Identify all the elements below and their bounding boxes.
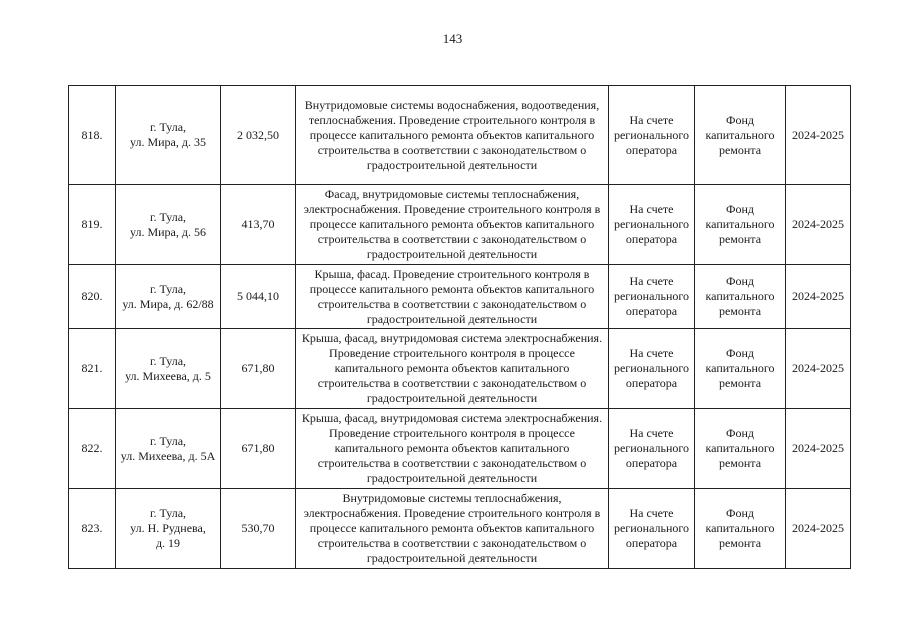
area-cell: 5 044,10	[221, 265, 296, 329]
period-cell: 2024-2025	[786, 329, 851, 409]
fund-cell: Фонд капитального ремонта	[695, 489, 786, 569]
owner-cell: На счете регионального оператора	[609, 265, 695, 329]
address-cell	[116, 185, 221, 265]
table-row	[69, 86, 851, 185]
fund-cell: Фонд капитального ремонта	[695, 265, 786, 329]
address-city: г. Тула,	[149, 281, 187, 296]
fund-cell: Фонд капитального ремонта	[695, 86, 786, 185]
table-row	[69, 409, 851, 489]
page-number: 143	[442, 31, 463, 46]
row-number: 818.	[69, 86, 116, 185]
period-cell: 2024-2025	[786, 409, 851, 489]
area-cell: 530,70	[221, 489, 296, 569]
address-street: ул. Мира, д. 56	[130, 224, 206, 239]
period-cell: 2024-2025	[786, 86, 851, 185]
fund-cell: Фонд капитального ремонта	[695, 409, 786, 489]
owner-cell: На счете регионального оператора	[609, 409, 695, 489]
row-number: 819.	[69, 185, 116, 265]
row-number: 822.	[69, 409, 116, 489]
owner-cell: На счете регионального оператора	[609, 185, 695, 265]
table-row	[69, 489, 851, 569]
address-street: ул. Михеева, д. 5А	[120, 448, 216, 463]
works-cell: Крыша, фасад, внутридомовая система электроснабжения. Проведение строительного контроля в процессе капитального ремонта объектов капитального строительства в соответствии с законодательством о градостроительной деятельности	[296, 329, 609, 409]
owner-cell: На счете регионального оператора	[609, 329, 695, 409]
table-row	[69, 329, 851, 409]
address-city: г. Тула,	[149, 433, 187, 448]
area-cell: 671,80	[221, 409, 296, 489]
address-city: г. Тула,	[149, 506, 187, 520]
address-city: г. Тула,	[149, 353, 187, 368]
works-cell: Внутридомовые системы теплоснабжения, электроснабжения. Проведение строительного контроля в процессе капитального ремонта объектов капитального строительства в соответствии с законодательством о градостроительной деятельности	[296, 489, 609, 569]
fund-cell: Фонд капитального ремонта	[695, 329, 786, 409]
period-cell: 2024-2025	[786, 185, 851, 265]
works-cell: Крыша, фасад, внутридомовая система электроснабжения. Проведение строительного контроля в процессе капитального ремонта объектов капитального строительства в соответствии с законодательством о градостроительной деятельности	[296, 409, 609, 489]
address-street: ул. Мира, д. 35	[130, 135, 206, 149]
row-number: 821.	[69, 329, 116, 409]
address-cell	[116, 86, 221, 185]
owner-cell: На счете регионального оператора	[609, 489, 695, 569]
area-cell: 671,80	[221, 329, 296, 409]
address-cell	[116, 409, 221, 489]
address-cell	[116, 265, 221, 329]
period-cell: 2024-2025	[786, 265, 851, 329]
registry-table	[68, 85, 851, 569]
row-number: 823.	[69, 489, 116, 569]
address-street: ул. Мира, д. 62/88	[122, 296, 214, 311]
fund-cell: Фонд капитального ремонта	[695, 185, 786, 265]
works-cell: Крыша, фасад. Проведение строительного контроля в процессе капитального ремонта объектов капитального строительства в соответствии с законодательством о градостроительной деятельности	[296, 265, 609, 329]
address-city: г. Тула,	[149, 209, 187, 224]
address-street: ул. Михеева, д. 5	[125, 368, 211, 383]
table-row	[69, 185, 851, 265]
address-extra: д. 19	[155, 536, 181, 550]
works-cell: Внутридомовые системы водоснабжения, водоотведения, теплоснабжения. Проведение строительного контроля в процессе капитального ремонта объектов капитального строительства в соответствии с законодательством о градостроительной деятельности	[296, 86, 609, 185]
address-cell	[116, 489, 221, 569]
area-cell: 2 032,50	[221, 86, 296, 185]
period-cell: 2024-2025	[786, 489, 851, 569]
table-row	[69, 265, 851, 329]
address-cell	[116, 329, 221, 409]
area-cell: 413,70	[221, 185, 296, 265]
address-street: ул. Н. Руднева,	[130, 521, 206, 535]
row-number: 820.	[69, 265, 116, 329]
address-city: г. Тула,	[149, 120, 187, 134]
works-cell: Фасад, внутридомовые системы теплоснабжения, электроснабжения. Проведение строительного контроля в процессе капитального ремонта объектов капитального строительства в соответствии с законодательством о градостроительной деятельности	[296, 185, 609, 265]
owner-cell: На счете регионального оператора	[609, 86, 695, 185]
